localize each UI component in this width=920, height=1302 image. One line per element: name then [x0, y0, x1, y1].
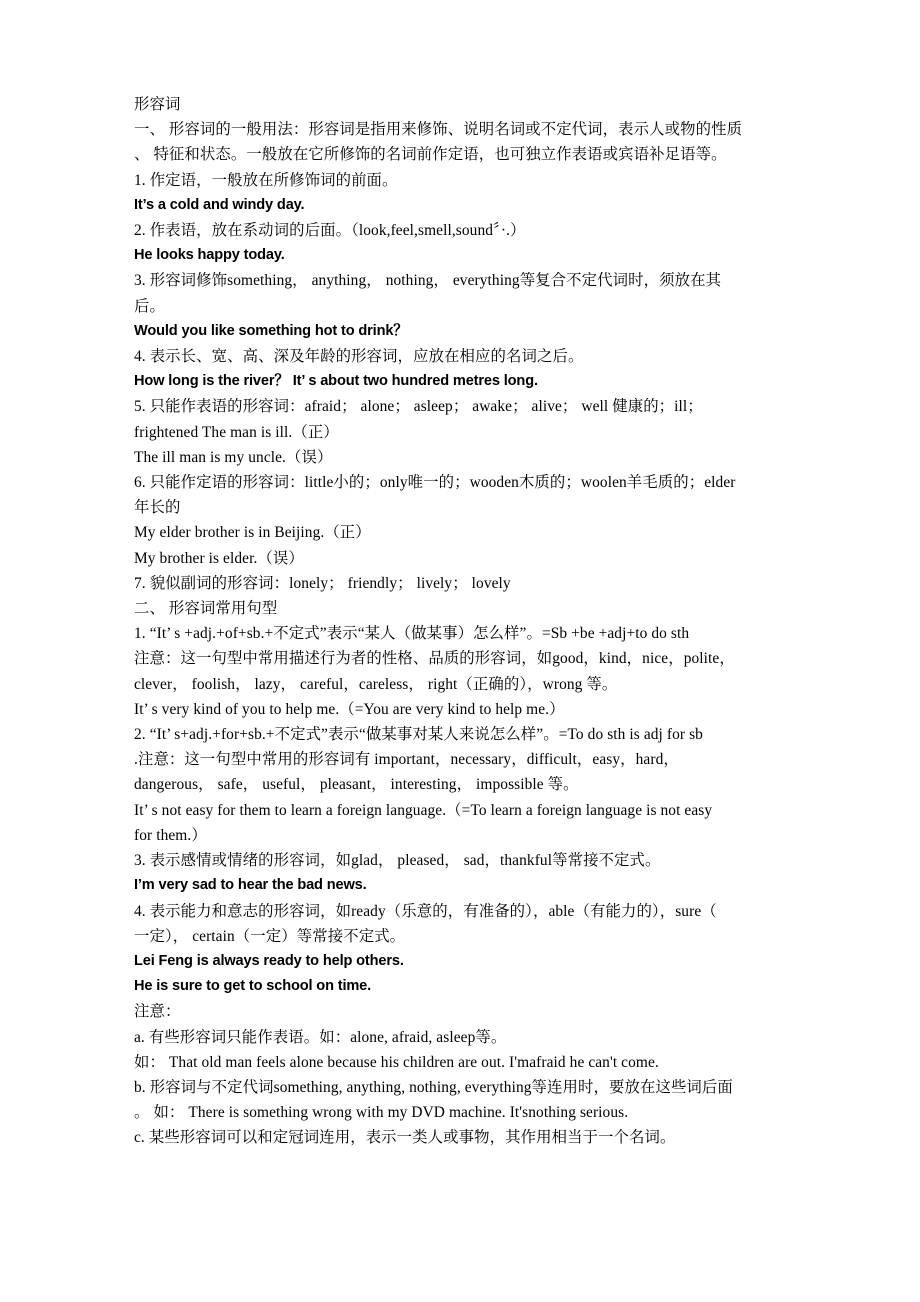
text-line-sec2-item4-b: 一定）， certain（一定）等常接不定式。 — [134, 927, 406, 945]
text-line-sec2-item1-a: 1. “It’ s +adj.+of+sb.+不定式”表示“某人（做某事）怎么样”。=Sb +be +adj+to do sth — [134, 625, 690, 643]
text-line-sec2-heading: 二、 形容词常用句型 — [134, 600, 278, 618]
text-line-sec1-item6-b: 年长的 — [134, 499, 181, 517]
text-line-note-b-a: b. 形容词与不定代词something, anything, nothing, everything等连用时，要放在这些词后面 — [134, 1078, 733, 1096]
text-line-sec1-item7: 7. 貌似副词的形容词：lonely； friendly； lively； lovely — [134, 574, 511, 592]
text-line-sec1-item6-a: 6. 只能作定语的形容词：little小的；only唯一的；wooden木质的；woolen羊毛质的；elder — [134, 474, 736, 492]
text-line-sec1-intro-a: 一、 形容词的一般用法：形容词是指用来修饰、说明名词或不定代词，表示人或物的性质 — [134, 121, 743, 139]
text-line-sec2-item2-ex-b: for them.） — [134, 826, 207, 844]
text-line-sec1-item1-ex: It’s a cold and windy day. — [134, 196, 305, 213]
text-line-note-a-ex: 如： That old man feels alone because his children are out. I'mafraid he can't come. — [134, 1053, 659, 1071]
document-text-body — [134, 92, 796, 1151]
text-line-note-b-b: 。 如： There is something wrong with my DVD machine. It'snothing serious. — [134, 1104, 629, 1122]
text-line-heading: 形容词 — [134, 96, 181, 113]
text-line-note-c: c. 某些形容词可以和定冠词连用，表示一类人或事物，其作用相当于一个名词。 — [134, 1129, 676, 1147]
text-line-sec2-item1-ex: It’ s very kind of you to help me.（=You are very kind to help me.） — [134, 700, 565, 718]
text-line-sec2-item2-ex-a: It’ s not easy for them to learn a foreign language.（=To learn a foreign language is not easy — [134, 801, 713, 819]
text-line-sec2-item4-ex2: He is sure to get to school on time. — [134, 978, 372, 995]
text-line-sec1-intro-b: 、 特征和状态。一般放在它所修饰的名词前作定语，也可独立作表语或宾语补足语等。 — [134, 146, 727, 164]
text-line-sec2-item1-b: 注意：这一句型中常用描述行为者的性格、品质的形容词，如good，kind，nice，polite， — [134, 650, 735, 668]
text-line-sec2-item3: 3. 表示感情或情绪的形容词，如glad， pleased， sad，thankful等常接不定式。 — [134, 852, 661, 870]
text-line-sec1-item3-a: 3. 形容词修饰something， anything， nothing， everything等复合不定代词时，须放在其 — [134, 272, 722, 290]
text-line-sec2-item4-a: 4. 表示能力和意志的形容词，如ready（乐意的，有准备的），able（有能力的），sure（ — [134, 902, 717, 920]
text-line-sec2-item2-b: .注意：这一句型中常用的形容词有 important，necessary，difficult，easy，hard， — [134, 751, 679, 769]
text-line-sec1-item2: 2. 作表语，放在系动词的后面。（look,feel,smell,sound〞·.） — [134, 222, 526, 240]
text-line-sec2-item3-ex: I’m very sad to hear the bad news. — [134, 877, 367, 894]
text-line-note-a: a. 有些形容词只能作表语。如：alone, afraid, asleep等。 — [134, 1028, 507, 1046]
text-line-notes-heading: 注意： — [134, 1003, 181, 1021]
text-line-sec1-item4: 4. 表示长、宽、高、深及年龄的形容词，应放在相应的名词之后。 — [134, 348, 584, 366]
text-line-sec1-item6-ex1: My elder brother is in Beijing.（正） — [134, 524, 371, 542]
text-line-sec2-item1-c: clever， foolish， lazy， careful，careless， right（正确的），wrong 等。 — [134, 675, 618, 693]
text-line-sec2-item2-c: dangerous， safe， useful， pleasant， interesting， impossible 等。 — [134, 776, 579, 794]
text-line-sec1-item3-ex: Would you like something hot to drink？ — [134, 322, 408, 339]
text-line-sec1-item4-ex: How long is the river？ It’ s about two hundred metres long. — [134, 373, 538, 390]
text-line-sec1-item1: 1. 作定语，一般放在所修饰词的前面。 — [134, 171, 398, 189]
text-line-sec2-item2-a: 2. “It’ s+adj.+for+sb.+不定式”表示“做某事对某人来说怎么样”。=To do sth is adj for sb — [134, 726, 703, 744]
text-line-sec1-item6-ex2: My brother is elder.（误） — [134, 549, 304, 567]
text-line-sec1-item3-b: 后。 — [134, 297, 165, 315]
text-line-sec1-item5-a: 5. 只能作表语的形容词：afraid； alone； asleep； awake； alive； well 健康的；ill； — [134, 398, 703, 416]
text-line-sec1-item2-ex: He looks happy today. — [134, 247, 285, 264]
text-line-sec1-item5-ex: The ill man is my uncle.（误） — [134, 448, 333, 466]
text-line-sec1-item5-b: frightened The man is ill.（正） — [134, 423, 339, 441]
text-line-sec2-item4-ex1: Lei Feng is always ready to help others. — [134, 952, 404, 969]
